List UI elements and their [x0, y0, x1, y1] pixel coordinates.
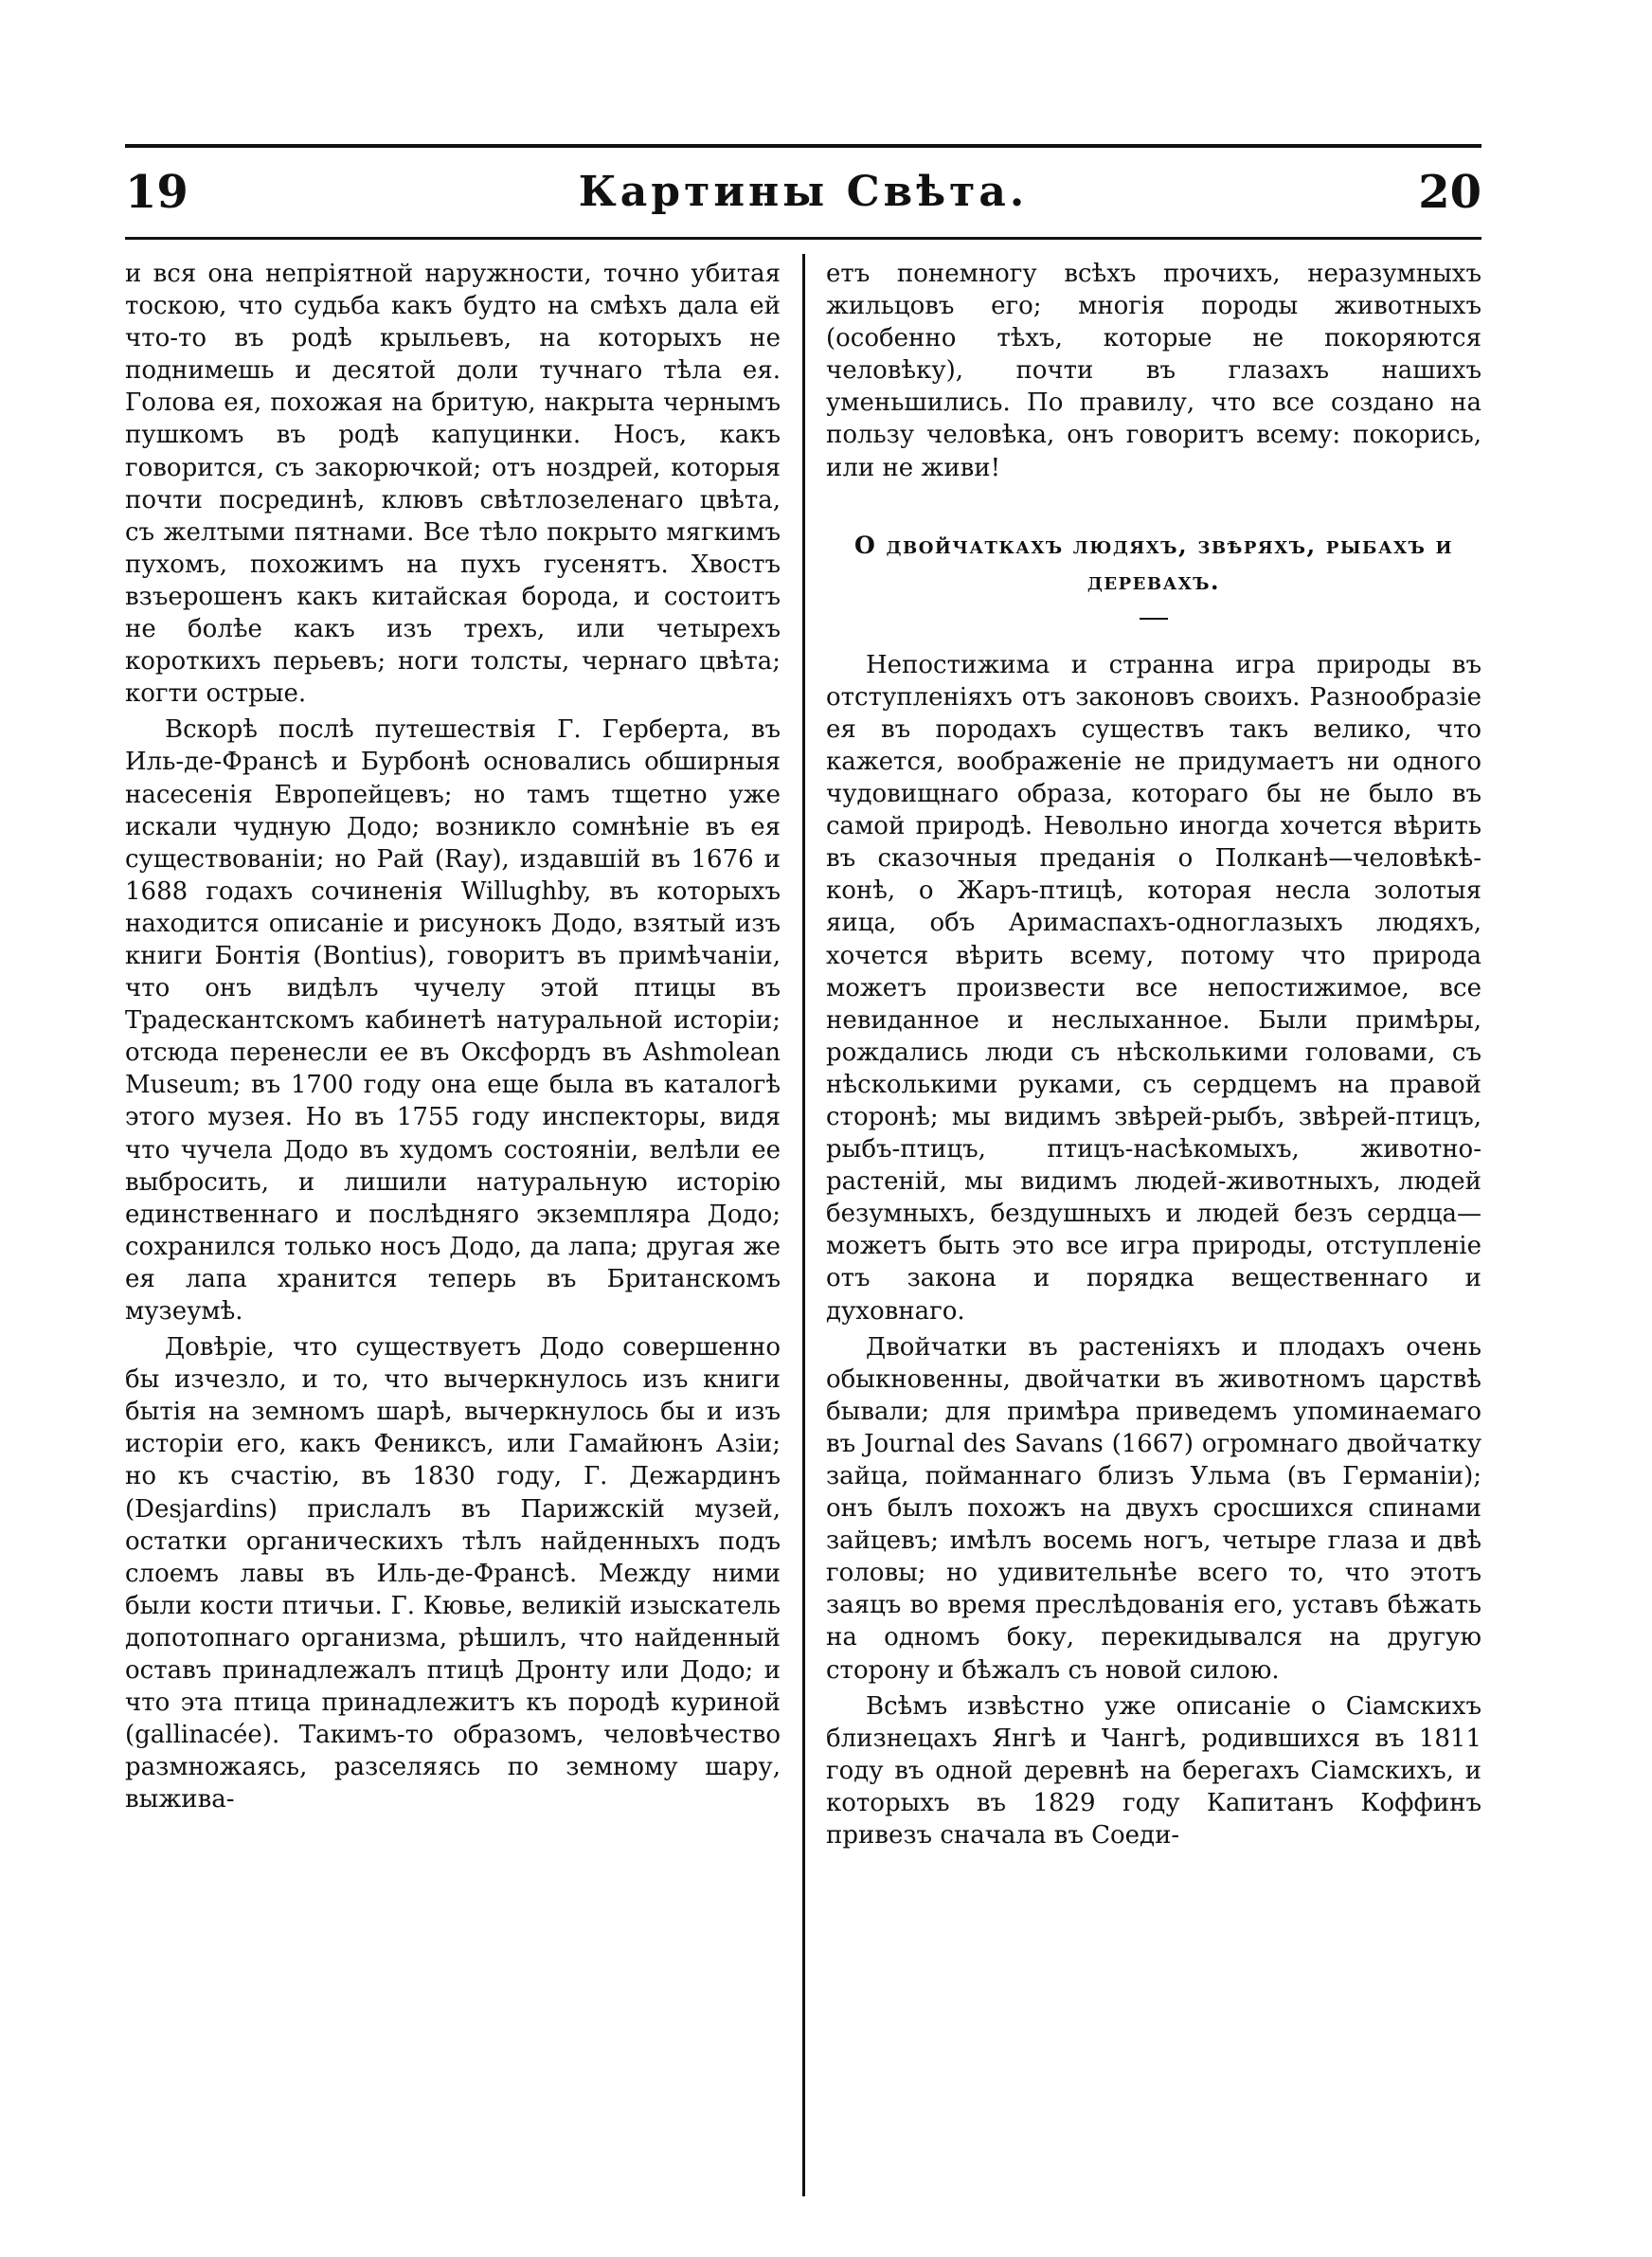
page-number-left: 19 [125, 166, 189, 219]
running-header [125, 159, 1481, 226]
paragraph: Двойчатки въ растеніяхъ и плодахъ очень обыкновенны, двойчатки въ животномъ царствѣ бывали; для примѣра приведемъ упоминаемаго въ Journal des Savans (1667) огромнаго двойчатку зайца, пойманнаго близъ Ульма (въ Германіи); онъ былъ похожъ на двухъ сросшихся спинами зайцевъ; имѣлъ восемь ногъ, четыре глаза и двѣ головы; но удивительнѣе всего то, что этотъ заяцъ во время преслѣдованія его, уставъ бѣжать на одномъ боку, перекидывался на другую сторону и бѣжалъ съ новой силою. [826, 1332, 1481, 1685]
heading-dash [826, 604, 1481, 632]
right-column [826, 258, 1481, 2187]
running-title: Картины Свѣта. [578, 168, 1029, 216]
section-heading: О двойчаткахъ людяхъ, звѣряхъ, рыбахъ и деревахъ. [854, 531, 1453, 595]
header-rule [125, 237, 1481, 240]
paragraph: Вскорѣ послѣ путешествія Г. Герберта, въ Иль-де-Франсѣ и Бурбонѣ основались обширныя насесенія Европейцевъ; но тамъ тщетно уже искали чудную Додо; возникло сомнѣніе въ ея существованіи; но Рай (Ray), издавшій въ 1676 и 1688 годахъ сочиненія Willughby, въ которыхъ находится описаніе и рисунокъ Додо, взятый изъ книги Бонтія (Bontius), говоритъ въ примѣчаніи, что онъ видѣлъ чучелу этой птицы въ Традескантскомъ кабинетѣ натуральной исторіи; отсюда перенесли ее въ Оксфордъ въ Ashmolean Museum; въ 1700 году она еще была въ каталогѣ этого музея. Но въ 1755 году инспекторы, видя что чучела Додо въ худомъ состояніи, велѣли ее выбросить, и лишили натуральную исторію единственнаго и послѣдняго экземпляра Додо; сохранился только носъ Додо, да лапа; другая же ея лапа хранится теперь въ Британскомъ музеумѣ. [125, 715, 781, 1326]
paragraph: Довѣріе, что существуетъ Додо совершенно бы изчезло, и то, что вычеркнулось изъ книги бытія на земномъ шарѣ, вычеркнулось бы и изъ исторіи его, какъ Фениксъ, или Гамайюнъ Азіи; но къ счастію, въ 1830 году, Г. Дежардинъ (Desjardins) прислалъ въ Парижскій музей, остатки органическихъ тѣлъ найденныхъ подъ слоемъ лавы въ Иль-де-Франсѣ. Между ними были кости птичьи. Г. Кювье, великій изыскатель допотопнаго организма, рѣшилъ, что найденный оставъ принадлежалъ птицѣ Дронту или Додо; и что эта птица принадлежитъ къ породѣ куриной (gallinacée). Такимъ-то образомъ, человѣчество размножаясь, разселяясь по земному шару, выжива- [125, 1333, 781, 1815]
left-column [125, 258, 781, 2187]
paragraph: етъ понемногу всѣхъ прочихъ, неразумныхъ жильцовъ его; многія породы животныхъ (особенно тѣхъ, которые не покоряются человѣку), почти въ глазахъ нашихъ уменьшились. По правилу, что все создано на пользу человѣка, онъ говоритъ всему: покорись, или не живи! [826, 260, 1481, 482]
paragraph: Непостижима и странна игра природы въ отступленіяхъ отъ законовъ своихъ. Разнообразіе ея въ породахъ существъ такъ велико, что кажется, воображеніе не придумаетъ ни одного чудовищнаго образа, котораго бы не было въ самой природѣ. Невольно иногда хочется вѣрить въ сказочныя преданія о Полканѣ—человѣкѣ-конѣ, о Жаръ-птицѣ, которая несла золотыя яица, объ Аримаспахъ-одноглазыхъ людяхъ, хочется вѣрить всему, потому что природа можетъ произвести все непостижимое, все невиданное и неслыханное. Были примѣры, рождались люди съ нѣсколькими головами, съ нѣсколькими руками, съ сердцемъ на правой сторонѣ; мы видимъ звѣрей-рыбъ, звѣрей-птицъ, рыбъ-птицъ, птицъ-насѣкомыхъ, животно-растеній, мы видимъ людей-животныхъ, людей безумныхъ, бездушныхъ и людей безъ сердца—можетъ быть это все игра природы, отступленіе отъ закона и порядка вещественнаго и духовнаго. [826, 650, 1481, 1326]
top-rule [125, 144, 1481, 148]
page-number-right: 20 [1418, 166, 1481, 219]
paragraph: и вся она непріятной наружности, точно убитая тоскою, что судьба какъ будто на смѣхъ дала ей что-то въ родѣ крыльевъ, на которыхъ не поднимешь и десятой доли тучнаго тѣла ея. Голова ея, похожая на бритую, накрыта чернымъ пушкомъ въ родѣ капуцинки. Носъ, какъ говорится, съ закорючкой; отъ ноздрей, которыя почти посрединѣ, клювъ свѣтлозеленаго цвѣта, съ желтыми пятнами. Все тѣло покрыто мягкимъ пухомъ, похожимъ на пухъ гусенятъ. Хвостъ взъерошенъ какъ китайская борода, и состоитъ не болѣе какъ изъ трехъ, или четырехъ короткихъ перьевъ; ноги толсты, чернаго цвѣта; когти острые. [125, 260, 781, 709]
paragraph: Всѣмъ извѣстно уже описаніе о Сіамскихъ близнецахъ Янгѣ и Чангѣ, родившихся въ 1811 году въ одной деревнѣ на берегахъ Сіамскихъ, и которыхъ въ 1829 году Капитанъ Коффинъ привезъ сначала въ Соеди- [826, 1691, 1481, 1851]
column-divider [802, 254, 805, 2196]
